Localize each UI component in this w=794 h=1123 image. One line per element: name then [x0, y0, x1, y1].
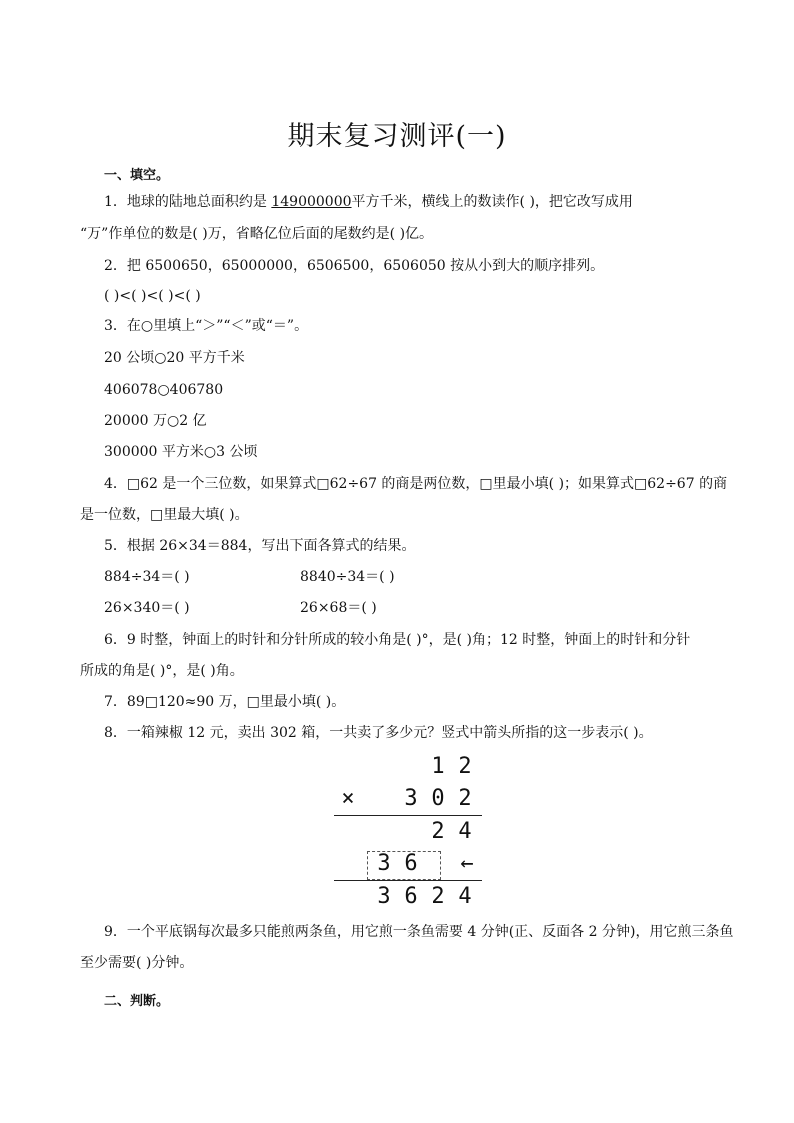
question-1-text-a: 1．地球的陆地总面积约是 [104, 194, 272, 210]
question-3-item-3: 20000 万○2 亿 [104, 413, 207, 429]
section-heading-judge: 二、判断。 [104, 994, 170, 1009]
question-5-expr-4: 26×68＝( ) [300, 600, 377, 616]
question-3-item-4: 300000 平方米○3 公顷 [104, 444, 258, 460]
question-6-line-1: 6．9 时整，钟面上的时针和分针所成的较小角是( )°，是( )角；12 时整，钟面上的时针和分针 [104, 632, 691, 648]
calc-row3-digit: 2 [431, 819, 445, 844]
question-9-line-2: 至少需要( )分钟。 [80, 955, 194, 971]
question-1-line-2: “万”作单位的数是( )万，省略亿位后面的尾数约是( )亿。 [80, 226, 434, 242]
question-5-expr-2: 8840÷34＝( ) [300, 569, 395, 585]
calc-divider-line [334, 815, 482, 816]
question-4-line-2: 是一位数，□里最大填( )。 [80, 507, 249, 523]
calc-row1-digit: 1 [431, 754, 445, 779]
question-3-line-1: 3．在○里填上“＞”“＜”或“＝”。 [104, 318, 309, 334]
calc-row1-digit: 2 [458, 754, 472, 779]
highlight-dashed-box [367, 851, 441, 880]
question-5-expr-1: 884÷34＝( ) [104, 569, 190, 585]
calc-row5-digit: 6 [404, 884, 418, 909]
question-8-line-1: 8．一箱辣椒 12 元，卖出 302 箱，一共卖了多少元？竖式中箭头所指的这一步表示( )。 [104, 725, 653, 741]
calc-row4-digit: 3 [377, 851, 391, 876]
calc-row2-digit: 0 [431, 786, 445, 811]
question-1-text-b: 平方千米，横线上的数读作( )，把它改写成用 [351, 194, 633, 210]
question-7-line-1: 7．89□120≈90 万，□里最小填( )。 [104, 694, 346, 710]
question-3-item-1: 20 公顷○20 平方千米 [104, 350, 245, 366]
question-5-line-1: 5．根据 26×34＝884，写出下面各算式的结果。 [104, 538, 416, 554]
left-arrow-icon: ← [460, 851, 474, 876]
question-2-answer-slots: ( )<( )<( )<( ) [104, 288, 201, 304]
calc-row4-digit: 6 [404, 851, 418, 876]
question-3-item-2: 406078○406780 [104, 382, 224, 398]
page-title: 期末复习测评(一) [287, 121, 507, 152]
question-5-expr-3: 26×340＝( ) [104, 600, 190, 616]
calc-row5-digit: 2 [431, 884, 445, 909]
calc-row5-digit: 3 [377, 884, 391, 909]
calc-row2-digit: 3 [404, 786, 418, 811]
calc-row3-digit: 4 [458, 819, 472, 844]
question-9-line-1: 9．一个平底锅每次最多只能煎两条鱼，用它煎一条鱼需要 4 分钟(正、反面各 2 分钟)，用它煎三条鱼 [104, 924, 734, 940]
calc-row5-digit: 4 [458, 884, 472, 909]
calc-divider-line [334, 880, 482, 881]
section-heading-fill-in: 一、填空。 [104, 168, 170, 183]
multiply-sign: × [341, 786, 355, 811]
question-6-line-2: 所成的角是( )°，是( )角。 [80, 663, 244, 679]
question-1-underlined-number: 149000000 [271, 194, 352, 210]
question-1-line-1 [104, 192, 633, 212]
calc-row2-digit: 2 [458, 786, 472, 811]
question-2-line-1: 2．把 6500650，65000000，6506500，6506050 按从小到大的顺序排列。 [104, 258, 605, 274]
question-4-line-1: 4．□62 是一个三位数，如果算式□62÷67 的商是两位数，□里最小填( )；如果算式□62÷67 的商 [104, 476, 728, 492]
